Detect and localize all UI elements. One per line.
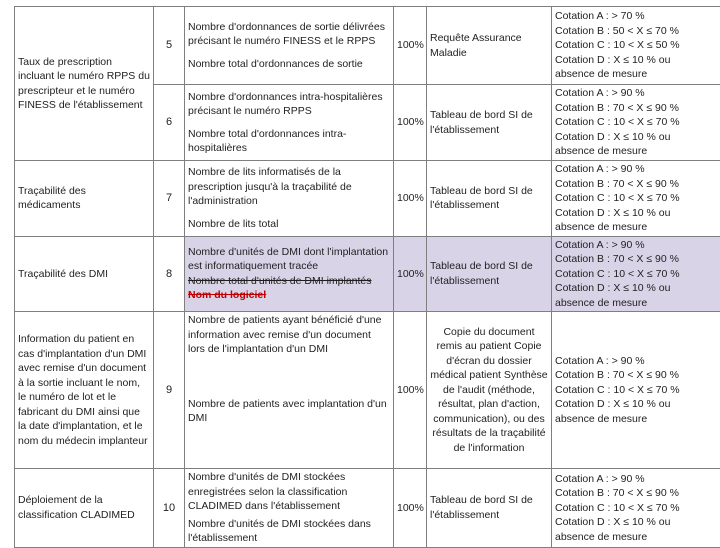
numerator: Nombre de lits informatisés de la prescription jusqu'à la traçabilité de l'administration: [188, 165, 390, 209]
row-label: Traçabilité des DMI: [15, 236, 154, 312]
table-row: [15, 7, 720, 85]
row-label: Information du patient en cas d'implantation d'un DMI avec remise d'un document à la sortie incluant le nom, le numéro de lot et le fabricant du DMI ainsi que la date d'implantation, et le nom du médecin implanteur: [15, 312, 154, 469]
cotation-line: absence de mesure: [555, 412, 720, 427]
cotation-line: Cotation D : X ≤ 10 % ou: [555, 53, 720, 68]
cotation-scale: [552, 469, 720, 548]
data-source: Tableau de bord SI de l'établissement: [427, 161, 552, 237]
indicator-number: 5: [154, 7, 185, 85]
table-row: [15, 236, 720, 312]
cotation-line: Cotation C : 10 < X ≤ 70 %: [555, 501, 720, 516]
cotation-line: Cotation A : > 90 %: [555, 354, 720, 369]
numerator: Nombre d'unités de DMI stockées enregistrées selon la classification CLADIMED dans l'établissement: [188, 470, 390, 514]
cotation-line: Cotation D : X ≤ 10 % ou: [555, 130, 720, 145]
cotation-scale: [552, 161, 720, 237]
indicator-number: 7: [154, 161, 185, 237]
cotation-line: Cotation D : X ≤ 10 % ou: [555, 281, 720, 296]
cotation-line: absence de mesure: [555, 144, 720, 159]
cotation-line: Cotation A : > 90 %: [555, 162, 720, 177]
target-value: 100%: [394, 236, 427, 312]
cotation-line: Cotation D : X ≤ 10 % ou: [555, 397, 720, 412]
cotation-line: Cotation C : 10 < X ≤ 50 %: [555, 38, 720, 53]
target-value: 100%: [394, 312, 427, 469]
cotation-line: absence de mesure: [555, 67, 720, 82]
cotation-line: absence de mesure: [555, 220, 720, 235]
cotation-line: Cotation C : 10 < X ≤ 70 %: [555, 115, 720, 130]
cotation-line: Cotation B : 70 < X ≤ 90 %: [555, 368, 720, 383]
indicator-number: 9: [154, 312, 185, 469]
cotation-line: Cotation C : 10 < X ≤ 70 %: [555, 383, 720, 398]
target-value: 100%: [394, 469, 427, 548]
denominator: Nombre total d'ordonnances de sortie: [188, 57, 390, 72]
cotation-line: Cotation A : > 90 %: [555, 86, 720, 101]
numerator: Nombre d'ordonnances de sortie délivrées précisant le numéro FINESS et le RPPS: [188, 20, 390, 49]
software-name: Nom du logiciel: [188, 288, 390, 303]
cotation-line: Cotation D : X ≤ 10 % ou: [555, 206, 720, 221]
denominator: Nombre total d'unités de DMI implantés: [188, 274, 390, 289]
indicator-definition: [185, 469, 394, 548]
indicator-number: 6: [154, 85, 185, 161]
indicator-definition: [185, 85, 394, 161]
data-source: Requête Assurance Maladie: [427, 7, 552, 85]
numerator: Nombre d'ordonnances intra-hospitalières précisant le numéro RPPS: [188, 90, 390, 119]
cotation-line: absence de mesure: [555, 296, 720, 311]
indicator-definition: [185, 312, 394, 469]
indicators-table: [14, 6, 720, 548]
indicator-definition: [185, 236, 394, 312]
target-value: 100%: [394, 161, 427, 237]
cotation-line: Cotation C : 10 < X ≤ 70 %: [555, 191, 720, 206]
cotation-line: Cotation C : 10 < X ≤ 70 %: [555, 267, 720, 282]
row-label: Taux de prescription incluant le numéro RPPS du prescripteur et le numéro FINESS de l'établissement: [15, 7, 154, 161]
denominator: Nombre total d'ordonnances intra-hospitalières: [188, 127, 390, 156]
cotation-line: Cotation A : > 70 %: [555, 9, 720, 24]
data-source: Copie du document remis au patient Copie d'écran du dossier médical patient Synthèse de l'audit (méthode, résultat, plan d'action, communication), ou des résultats de la traçabilité de l'information: [427, 312, 552, 469]
denominator: Nombre d'unités de DMI stockées dans l'établissement: [188, 517, 390, 546]
row-label: Déploiement de la classification CLADIMED: [15, 469, 154, 548]
data-source: Tableau de bord SI de l'établissement: [427, 85, 552, 161]
indicator-definition: [185, 7, 394, 85]
row-label: Traçabilité des médicaments: [15, 161, 154, 237]
numerator: Nombre d'unités de DMI dont l'implantation est informatiquement tracée: [188, 245, 390, 274]
indicator-definition: [185, 161, 394, 237]
cotation-scale: [552, 236, 720, 312]
cotation-line: Cotation B : 70 < X ≤ 90 %: [555, 486, 720, 501]
cotation-line: Cotation B : 70 < X ≤ 90 %: [555, 101, 720, 116]
cotation-line: Cotation B : 70 < X ≤ 90 %: [555, 252, 720, 267]
cotation-line: Cotation B : 70 < X ≤ 90 %: [555, 177, 720, 192]
denominator: Nombre de lits total: [188, 217, 390, 232]
indicator-number: 8: [154, 236, 185, 312]
target-value: 100%: [394, 85, 427, 161]
cotation-line: Cotation B : 50 < X ≤ 70 %: [555, 24, 720, 39]
data-source: Tableau de bord SI de l'établissement: [427, 469, 552, 548]
numerator: Nombre de patients ayant bénéficié d'une information avec remise d'un document lors de l'implantation d'un DMI: [188, 313, 390, 357]
table-row: [15, 161, 720, 237]
cotation-line: Cotation D : X ≤ 10 % ou: [555, 515, 720, 530]
indicator-number: 10: [154, 469, 185, 548]
denominator: Nombre de patients avec implantation d'un DMI: [188, 397, 390, 426]
cotation-line: Cotation A : > 90 %: [555, 238, 720, 253]
cotation-line: Cotation A : > 90 %: [555, 472, 720, 487]
table-row: [15, 312, 720, 469]
cotation-scale: [552, 85, 720, 161]
data-source: Tableau de bord SI de l'établissement: [427, 236, 552, 312]
cotation-scale: [552, 7, 720, 85]
table-row: [15, 469, 720, 548]
target-value: 100%: [394, 7, 427, 85]
cotation-line: absence de mesure: [555, 530, 720, 545]
cotation-scale: [552, 312, 720, 469]
